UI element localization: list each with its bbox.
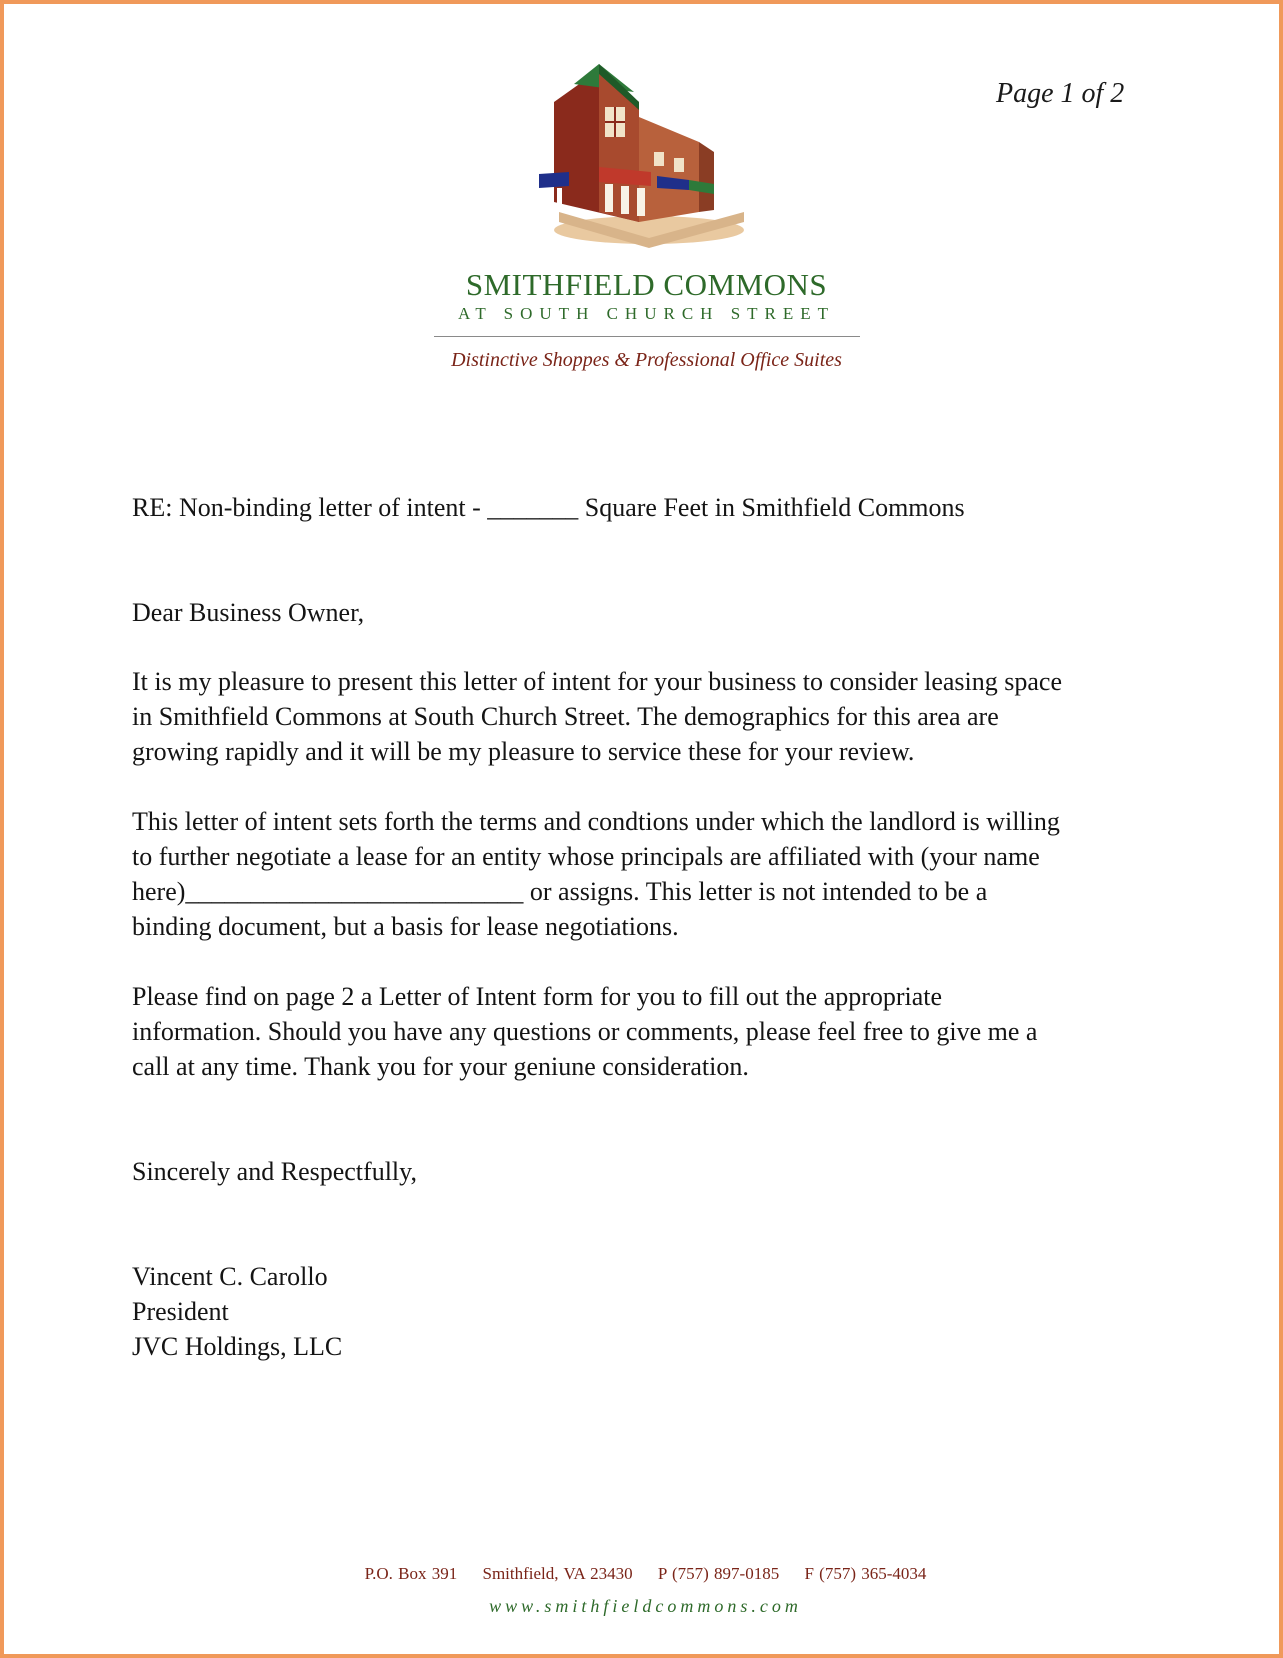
paragraph-intro xyxy=(132,664,1062,769)
signature-block xyxy=(132,1259,342,1364)
paragraph-line: binding document, but a basis for lease negotiations. xyxy=(132,912,679,941)
paragraph-line: here)__________________________ or assigns. This letter is not intended to be a xyxy=(132,877,988,906)
paragraph-line: in Smithfield Commons at South Church Street. The demographics for this area are xyxy=(132,702,999,731)
building-logo xyxy=(539,62,759,262)
paragraph-line: Please find on page 2 a Letter of Intent form for you to fill out the appropriate xyxy=(132,982,943,1011)
footer-contact xyxy=(4,1564,1283,1584)
paragraph-terms xyxy=(132,804,1060,944)
paragraph-line: growing rapidly and it will be my pleasure to service these for your review. xyxy=(132,737,915,766)
page-number: Page 1 of 2 xyxy=(996,78,1125,109)
closing: Sincerely and Respectfully, xyxy=(132,1157,417,1186)
signer-title: President xyxy=(132,1297,229,1326)
footer-phone: P (757) 897-0185 xyxy=(657,1564,780,1583)
paragraph-line: to further negotiate a lease for an entity whose principals are affiliated with (your name xyxy=(132,842,1040,871)
salutation: Dear Business Owner, xyxy=(132,598,365,627)
paragraph-line: call at any time. Thank you for your geniune consideration. xyxy=(132,1052,749,1081)
paragraph-line: information. Should you have any questions or comments, please feel free to give me a xyxy=(132,1017,1038,1046)
brand-tagline: Distinctive Shoppes & Professional Office Suites xyxy=(451,349,842,371)
footer-po-box: P.O. Box 391 xyxy=(364,1564,458,1583)
signer-company: JVC Holdings, LLC xyxy=(132,1332,343,1361)
footer-fax: F (757) 365-4034 xyxy=(804,1564,927,1583)
paragraph-instructions xyxy=(132,979,1037,1084)
footer-city: Smithfield, VA 23430 xyxy=(482,1564,633,1583)
signer-name: Vincent C. Carollo xyxy=(132,1262,328,1291)
brand-subtitle: AT SOUTH CHURCH STREET xyxy=(457,304,836,323)
subject-line: RE: Non-binding letter of intent - _______ Square Feet in Smithfield Commons xyxy=(132,493,965,522)
footer-website: www.smithfieldcommons.com xyxy=(489,1596,802,1616)
letterhead-divider xyxy=(434,336,860,337)
paragraph-line: It is my pleasure to present this letter of intent for your business to consider leasing space xyxy=(132,667,1062,696)
paragraph-line: This letter of intent sets forth the terms and condtions under which the landlord is willing xyxy=(132,807,1060,836)
brand-name: SMITHFIELD COMMONS xyxy=(465,267,828,302)
